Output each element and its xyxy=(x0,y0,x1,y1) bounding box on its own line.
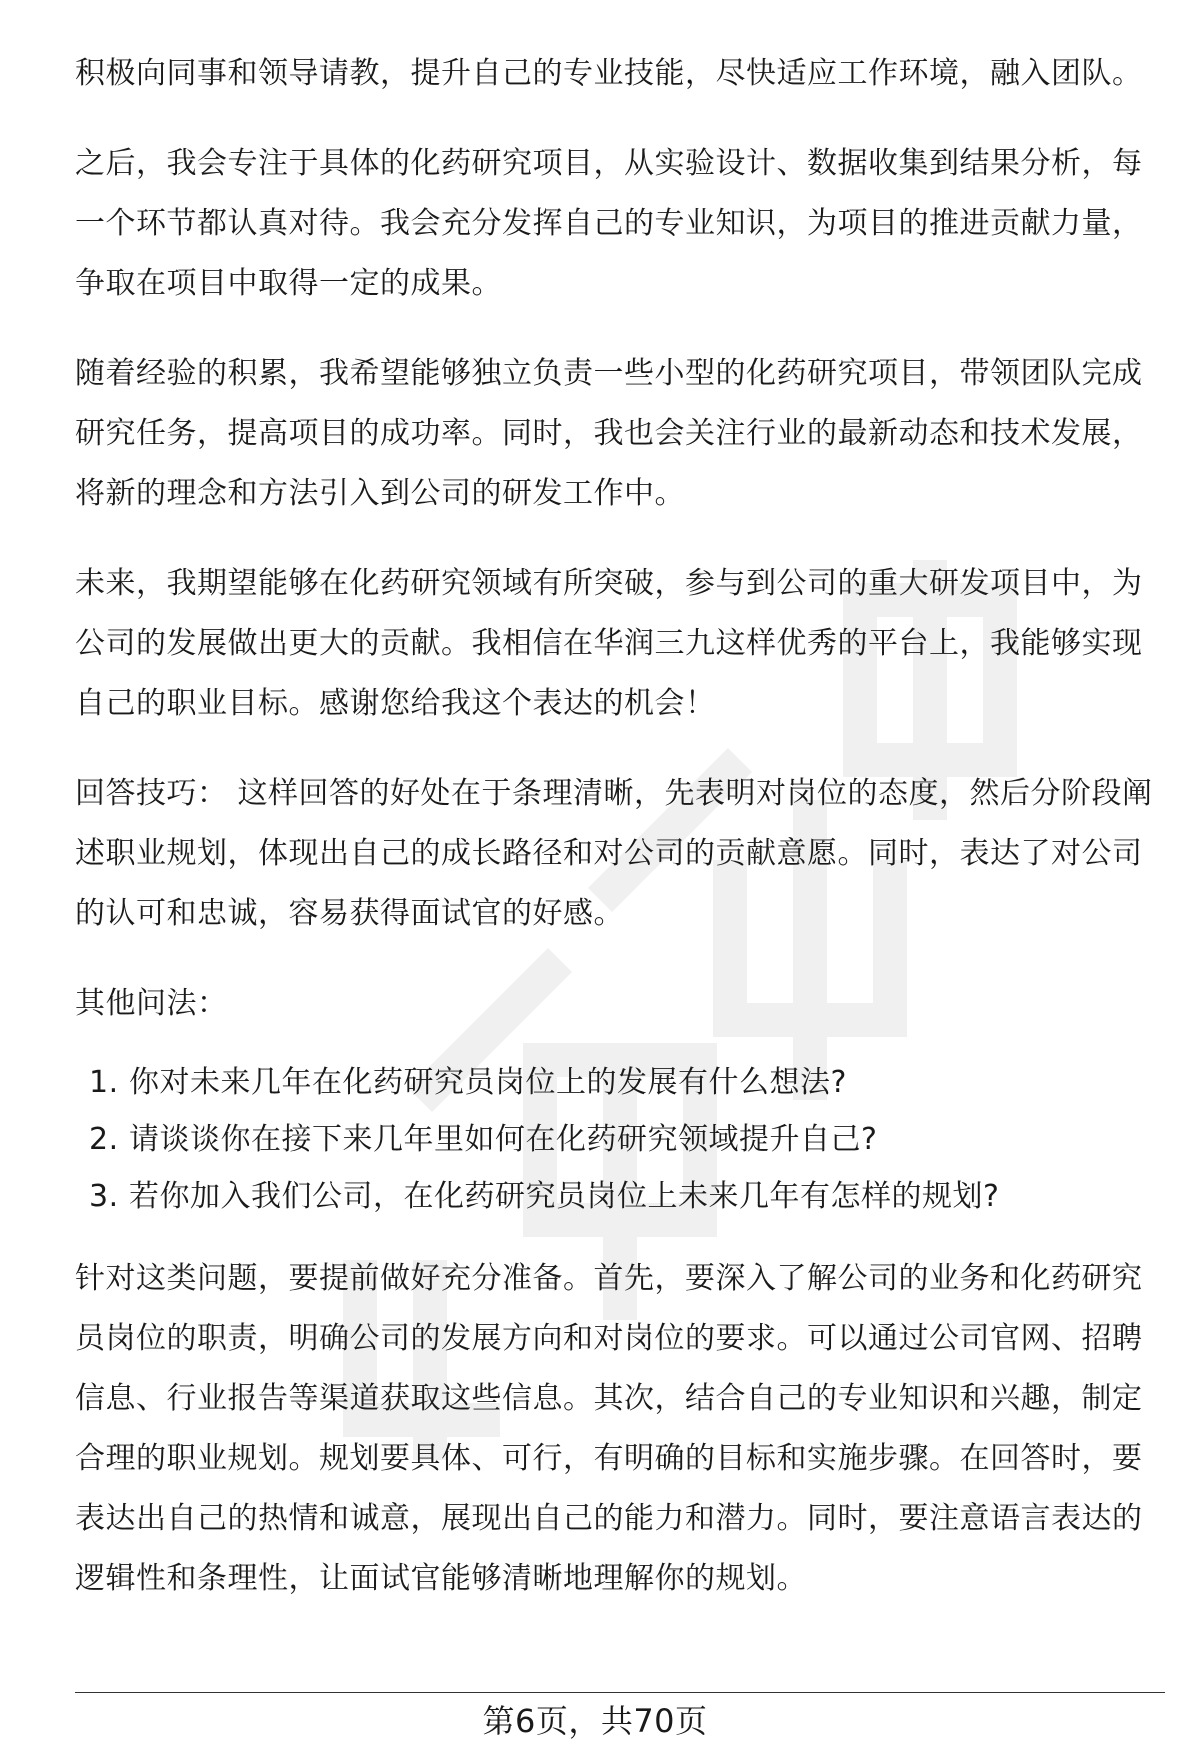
list-item-text: 请谈谈你在接下来几年里如何在化药研究领域提升自己? xyxy=(129,1122,878,1157)
paragraph: 之后，我会专注于具体的化药研究项目，从实验设计、数据收集到结果分析，每一个环节都认真对待。我会充分发挥自己的专业知识，为项目的推进贡献力量，争取在项目中取得一定的成果。 xyxy=(75,146,1143,301)
list-item xyxy=(75,1168,1165,1225)
list-item-number: 2. xyxy=(89,1122,119,1157)
list-item-number: 3. xyxy=(89,1179,119,1214)
list-item-text: 你对未来几年在化药研究员岗位上的发展有什么想法? xyxy=(129,1065,847,1100)
list-item-text: 若你加入我们公司，在化药研究员岗位上未来几年有怎样的规划? xyxy=(129,1179,1000,1214)
other-questions-heading: 其他问法： xyxy=(75,986,228,1021)
footer-divider xyxy=(75,1692,1165,1693)
list-item xyxy=(75,1054,1165,1111)
answer-tips-paragraph: 回答技巧： 这样回答的好处在于条理清晰，先表明对岗位的态度，然后分阶段阐述职业规划，体现出自己的成长路径和对公司的贡献意愿。同时，表达了对公司的认可和忠诚，容易获得面试官的好感。 xyxy=(75,776,1153,931)
page-number: 第6页，共70页 xyxy=(482,1702,708,1740)
list-item xyxy=(75,1111,1165,1168)
paragraph: 随着经验的积累，我希望能够独立负责一些小型的化药研究项目，带领团队完成研究任务，提高项目的成功率。同时，我也会关注行业的最新动态和技术发展，将新的理念和方法引入到公司的研发工作中。 xyxy=(75,356,1143,511)
paragraph: 积极向同事和领导请教，提升自己的专业技能，尽快适应工作环境，融入团队。 xyxy=(75,56,1143,91)
preparation-advice-paragraph: 针对这类问题，要提前做好充分准备。首先，要深入了解公司的业务和化药研究员岗位的职责，明确公司的发展方向和对岗位的要求。可以通过公司官网、招聘信息、行业报告等渠道获取这些信息。其次，结合自己的专业知识和兴趣，制定合理的职业规划。规划要具体、可行，有明确的目标和实施步骤。在回答时，要表达出自己的热情和诚意，展现出自己的能力和潜力。同时，要注意语言表达的逻辑性和条理性，让面试官能够清晰地理解你的规划。 xyxy=(75,1261,1143,1596)
list-item-number: 1. xyxy=(89,1065,119,1100)
document-body xyxy=(75,44,1165,1639)
paragraph: 未来，我期望能够在化药研究领域有所突破，参与到公司的重大研发项目中，为公司的发展做出更大的贡献。我相信在华润三九这样优秀的平台上，我能够实现自己的职业目标。感谢您给我这个表达的机会！ xyxy=(75,566,1143,721)
alternative-questions-list xyxy=(75,1054,1165,1225)
